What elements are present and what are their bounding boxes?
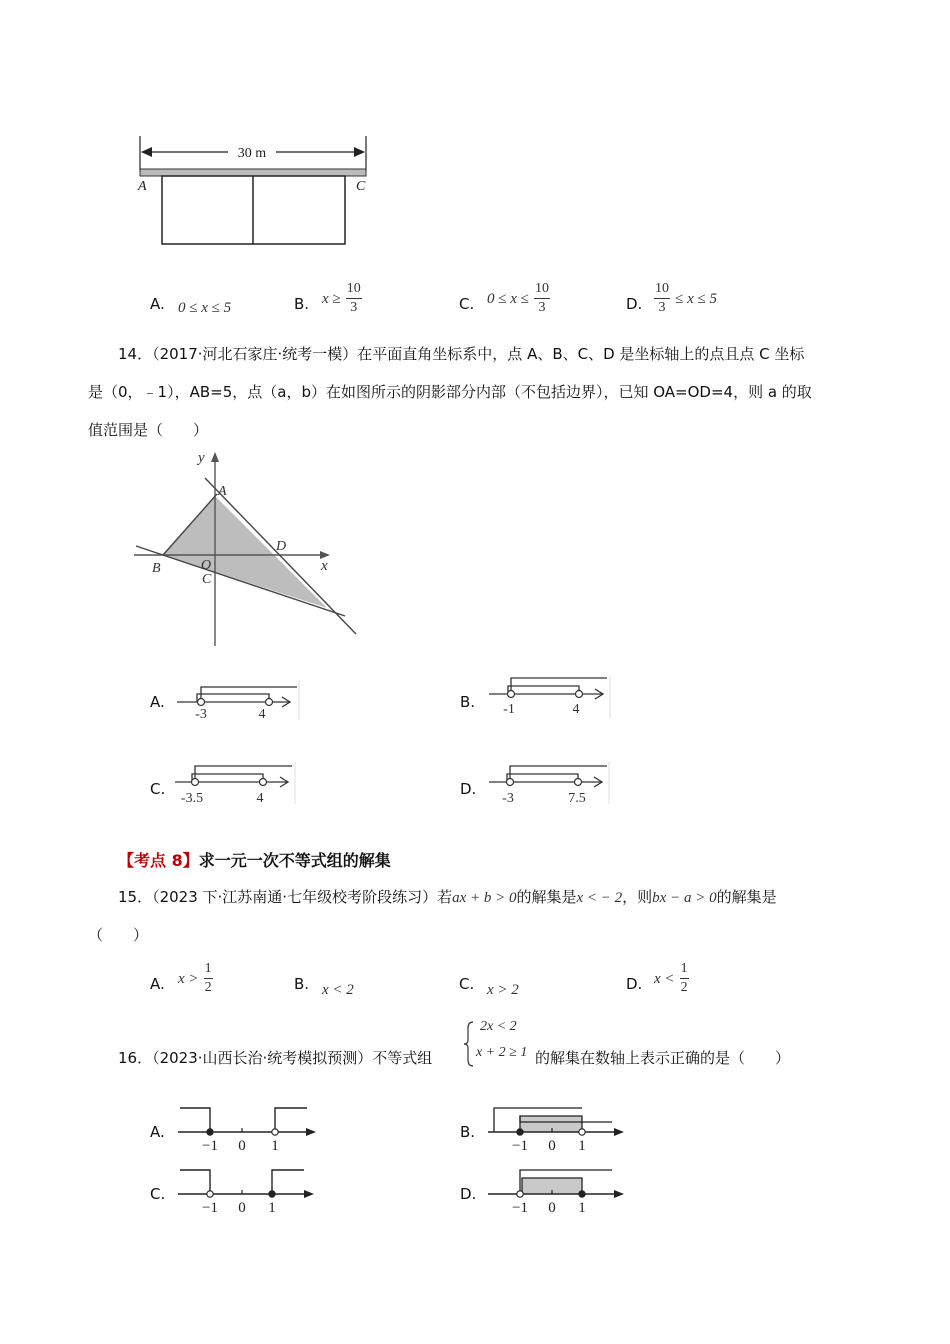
q15-option-a-expr: x > $\frac{1}{2}$ — [178, 961, 212, 995]
q15-prefix: 15．（2023 下·江苏南通·七年级校考阶段练习）若 — [118, 888, 453, 906]
q13-option-b-letter[interactable]: B. — [294, 295, 310, 313]
section-heading — [118, 848, 391, 871]
q14-option-a-letter[interactable]: A. — [150, 693, 165, 711]
d-tick-neg1: −1 — [512, 1200, 528, 1214]
q16-inequality-2: x + 2 ≥ 1 — [476, 1045, 528, 1060]
q14-option-c-numberline — [172, 760, 302, 806]
b-tick-1: 1 — [578, 1138, 586, 1152]
origin-label: O — [201, 558, 212, 573]
section-number: 考点 8 — [134, 851, 183, 870]
q16-option-c-letter[interactable]: C. — [150, 1185, 166, 1203]
a-tick-0: 0 — [238, 1138, 246, 1152]
q15-condition2: bx − a > 0 — [652, 890, 717, 906]
label-c: C — [356, 179, 366, 194]
q16-option-c-numberline — [172, 1162, 322, 1214]
q16-option-b-letter[interactable]: B. — [460, 1123, 476, 1141]
q16-system-brace — [463, 1020, 475, 1068]
q14-line2: 是（0，﹣1），AB=5，点（a，b）在如图所示的阴影部分内部（不包括边界），已知 OA=OD=4，则 a 的取 — [88, 383, 812, 401]
q13-option-b-expr: x ≥ $\frac{10}{3}$ — [322, 281, 361, 315]
x-axis-label: x — [321, 558, 328, 574]
option-b-right-value: 4 — [572, 702, 580, 717]
q15-option-a-letter[interactable]: A. — [150, 975, 165, 993]
d-tick-0: 0 — [548, 1200, 556, 1214]
q16-option-d-numberline — [482, 1162, 632, 1214]
option-c-left-value: -3.5 — [180, 791, 204, 806]
q16-option-b-numberline — [482, 1100, 632, 1152]
fence-diagram — [130, 132, 380, 252]
q15-option-c-letter[interactable]: C. — [459, 975, 475, 993]
point-b-label: B — [152, 561, 161, 576]
q13-option-a-expr: 0 ≤ x ≤ 5 — [178, 300, 232, 316]
option-d-right-value: 7.5 — [568, 791, 586, 806]
q14-option-d-letter[interactable]: D. — [460, 780, 477, 798]
section-bracket-open: 【 — [118, 851, 135, 870]
option-c-right-value: 4 — [256, 791, 264, 806]
q14-option-d-numberline — [485, 760, 615, 806]
q15-option-d-expr: x < $\frac{1}{2}$ — [654, 961, 688, 995]
q13-option-c-expr: 0 ≤ x ≤ $\frac{10}{3}$ — [487, 281, 549, 315]
q15-option-d-letter[interactable]: D. — [626, 975, 643, 993]
q15-option-b-expr: x < 2 — [322, 982, 354, 998]
option-a-right-value: 4 — [258, 707, 266, 720]
q15-mid: 的解集是 — [516, 888, 577, 906]
y-axis-label: y — [198, 450, 205, 466]
q16-prefix: 16．（2023·山西长治·统考模拟预测）不等式组 — [118, 1049, 433, 1067]
section-title: 求一元一次不等式组的解集 — [198, 851, 391, 870]
c-tick-1: 1 — [268, 1200, 276, 1214]
q13-option-c-letter[interactable]: C. — [459, 295, 475, 313]
q15-suffix: 的解集是 — [716, 888, 777, 906]
q16-option-a-letter[interactable]: A. — [150, 1123, 165, 1141]
point-d-label: D — [276, 539, 287, 554]
q15-condition: ax + b > 0 — [452, 890, 517, 906]
option-d-left-value: -3 — [502, 791, 514, 806]
q14-option-c-letter[interactable]: C. — [150, 780, 166, 798]
q16-option-d-letter[interactable]: D. — [460, 1185, 477, 1203]
option-a-left-value: -3 — [195, 707, 207, 720]
q14-line3: 值范围是（ ） — [88, 421, 209, 439]
q15-solution: x < − 2 — [576, 890, 623, 906]
q15-mid2: ，则 — [622, 888, 653, 906]
q15-line2: （ ） — [88, 926, 149, 944]
c-tick-0: 0 — [238, 1200, 246, 1214]
q13-option-d-expr: $\frac{10}{3}$ ≤ x ≤ 5 — [655, 281, 717, 315]
q14-coordinate-graph — [130, 448, 365, 653]
q15-line1 — [118, 885, 777, 910]
q15-option-b-letter[interactable]: B. — [294, 975, 310, 993]
q14-option-b-numberline — [485, 672, 615, 718]
b-tick-0: 0 — [548, 1138, 556, 1152]
q13-option-d-letter[interactable]: D. — [626, 295, 643, 313]
a-tick-1: 1 — [271, 1138, 279, 1152]
q16-suffix: 的解集在数轴上表示正确的是（ ） — [535, 1049, 791, 1067]
q16-inequality-1: 2x < 2 — [480, 1019, 517, 1034]
q14-option-a-numberline — [172, 680, 302, 720]
q15-option-c-expr: x > 2 — [487, 982, 519, 998]
b-tick-neg1: −1 — [512, 1138, 528, 1152]
label-a: A — [138, 179, 147, 194]
d-tick-1: 1 — [578, 1200, 586, 1214]
q14-line1: 14．（2017·河北石家庄·统考一模）在平面直角坐标系中，点 A、B、C、D 是坐标轴上的点且点 C 坐标 — [118, 345, 805, 363]
q13-option-a-letter[interactable]: A. — [150, 295, 165, 313]
width-label: 30 m — [237, 146, 267, 161]
section-bracket-close: 】 — [182, 851, 199, 870]
a-tick-neg1: −1 — [202, 1138, 218, 1152]
c-tick-neg1: −1 — [202, 1200, 218, 1214]
q16-option-a-numberline — [172, 1100, 322, 1152]
point-a-label: A — [218, 484, 227, 499]
q14-option-b-letter[interactable]: B. — [460, 693, 476, 711]
option-b-left-value: -1 — [503, 702, 515, 717]
point-c-label: C — [202, 572, 212, 587]
